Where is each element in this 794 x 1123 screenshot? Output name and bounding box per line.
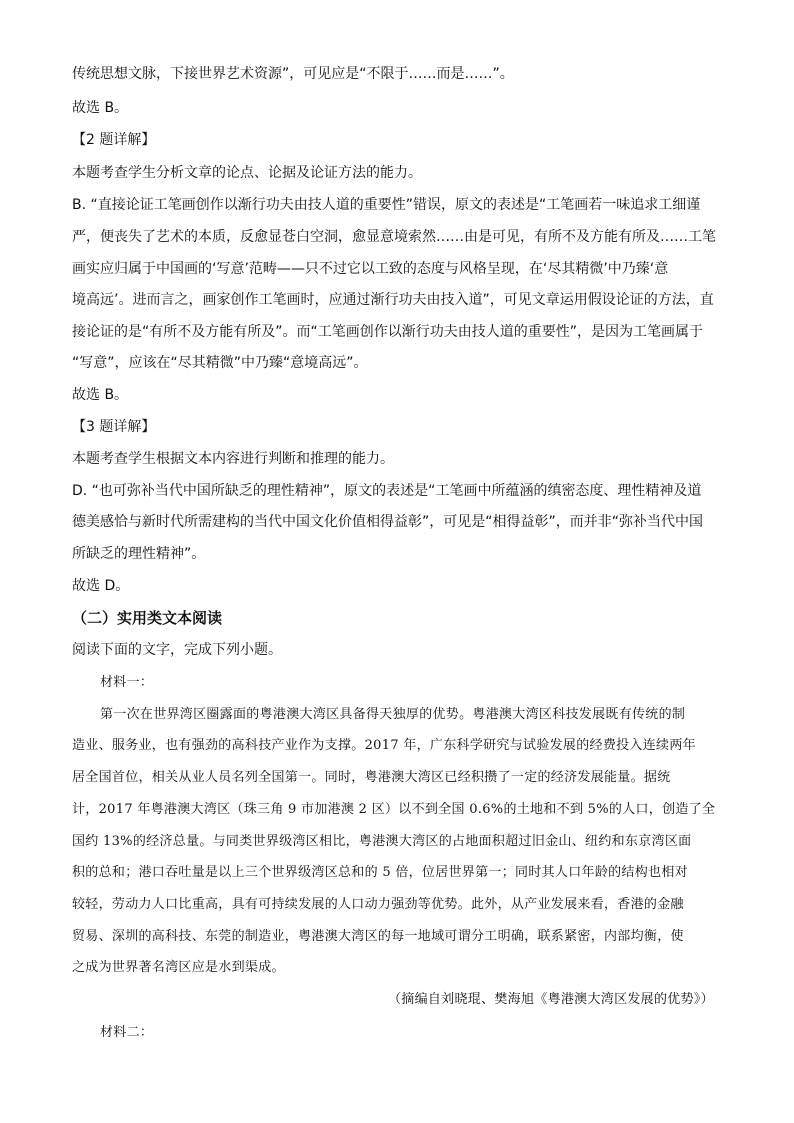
body-line: 所缺乏的理性精神”。 <box>72 546 206 562</box>
answer-line: 故选 B。 <box>72 387 129 403</box>
material-line: 积的总和；港口吞吐量是以上三个世界级湾区总和的 5 倍，位居世界第一；同时其人口年龄的结构也相对 <box>72 865 688 880</box>
body-line: 境高远’。进而言之，画家创作工笔画时，应通过渐行功夫由技入道”，可见文章运用假设论证的方法，直 <box>72 292 714 308</box>
material-line: 较轻，劳动力人口比重高，具有可持续发展的人口动力强劲等优势。此外，从产业发展来看，香港的金融 <box>72 897 684 912</box>
material-label: 材料二： <box>100 1025 154 1040</box>
body-line: 德美感恰与新时代所需建构的当代中国文化价值相得益彰”，可见是“相得益彰”，而并非“弥补当代中国 <box>72 514 704 530</box>
body-line: 本题考查学生分析文章的论点、论据及论证方法的能力。 <box>72 165 422 181</box>
section-heading: （二）实用类文本阅读 <box>72 609 223 627</box>
body-line: D. “也可弥补当代中国所缺乏的理性精神”，原文的表述是“工笔画中所蕴涵的缜密态度、理性精神及道 <box>72 483 702 499</box>
body-line: 接论证的是“有所不及方能有所及”。而“工笔画创作以渐行功夫由技人道的重要性”，是因为工笔画属于 <box>72 324 704 340</box>
material-line: 造业、服务业，也有强劲的高科技产业作为支撑。2017 年，广东科学研究与试验发展的经费投入连续两年 <box>72 738 696 753</box>
question-detail-heading: 【2 题详解】 <box>72 132 156 148</box>
body-line: B. “直接论证工笔画创作以渐行功夫由技人道的重要性”错误，原文的表述是“工笔画若一味追求工细谨 <box>72 197 701 213</box>
material-line: 国约 13%的经济总量。与同类世界级湾区相比，粤港澳大湾区的占地面积超过旧金山、纽约和东京湾区面 <box>72 834 692 849</box>
question-detail-heading: 【3 题详解】 <box>72 419 156 435</box>
body-line: 本题考查学生根据文本内容进行判断和推理的能力。 <box>72 451 394 467</box>
body-line: “写意”，应该在“尽其精微”中乃臻“意境高远”。 <box>72 355 368 371</box>
material-line: 贸易、深圳的高科技、东莞的制造业，粤港澳大湾区的每一地域可谓分工明确，联系紧密，内部均衡，使 <box>72 929 684 944</box>
material-line: 计，2017 年粤港澳大湾区（珠三角 9 市加港澳 2 区）以不到全国 0.6%的土地和不到 5%的人口，创造了全 <box>72 802 716 817</box>
answer-line: 故选 B。 <box>72 100 129 116</box>
material-line: 第一次在世界湾区圈露面的粤港澳大湾区具备得天独厚的优势。粤港澳大湾区科技发展既有传统的制 <box>100 707 686 722</box>
body-line: 传统思想文脉，下接世界艺术资源”，可见应是“不限于……而是……”。 <box>72 66 514 82</box>
answer-line: 故选 D。 <box>72 578 130 594</box>
body-line: 严，便丧失了艺术的本质，反愈显苍白空洞，愈显意境索然……由是可见，有所不及方能有所及……工笔 <box>72 229 716 245</box>
material-source: （摘编自刘晓琨、樊海旭《粤港澳大湾区发展的优势》） <box>387 992 714 1007</box>
body-line: 画实应归属于中国画的‘写意’范畴——只不过它以工致的态度与风格呈现，在‘尽其精微’中乃臻‘意 <box>72 261 669 277</box>
material-line: 之成为世界著名湾区应是水到渠成。 <box>72 960 285 975</box>
instruction-line: 阅读下面的文字，完成下列小题。 <box>72 642 282 658</box>
material-line: 居全国首位，相关从业人员名列全国第一。同时，粤港澳大湾区已经积攒了一定的经济发展能量。据统 <box>72 770 671 785</box>
material-label: 材料一： <box>100 675 154 690</box>
